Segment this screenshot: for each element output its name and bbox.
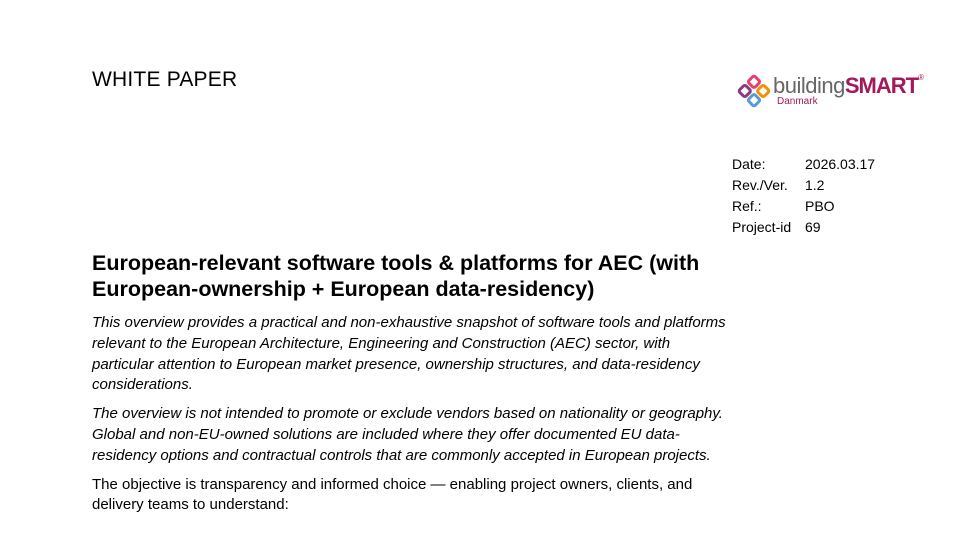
objective-paragraph: The objective is transparency and informed choice — enabling project owners, clients, and delivery teams to understand:: [92, 475, 693, 514]
logo-word-smart: SMART: [844, 73, 919, 98]
scope-paragraph: The overview is not intended to promote or exclude vendors based on nationality or geography. Global and non-EU-owned solutions are included where they offer documented EU data-residency options and contractual controls that are commonly accepted in European projects.: [92, 405, 723, 464]
meta-row-revision: [732, 175, 875, 196]
meta-label: Ref.:: [732, 198, 762, 214]
meta-label: Rev./Ver.: [732, 177, 788, 193]
buildingsmart-mark-icon: [737, 74, 771, 108]
logo-subtitle: Danmark: [777, 96, 818, 107]
buildingsmart-logo: [737, 72, 924, 112]
meta-label: Date:: [732, 156, 766, 172]
meta-value: 69: [805, 219, 821, 235]
document-meta: [732, 154, 875, 238]
meta-value: PBO: [805, 198, 835, 214]
meta-value: 2026.03.17: [805, 156, 876, 172]
meta-row-ref: [732, 196, 875, 217]
logo-registered: ®: [918, 73, 924, 82]
meta-row-date: [732, 154, 875, 175]
intro-paragraph: This overview provides a practical and non-exhaustive snapshot of software tools and platforms relevant to the European Architecture, Engineering and Construction (AEC) sector, with particular attention to European market presence, ownership structures, and data-residency considerations.: [92, 314, 726, 394]
document-body: [92, 313, 732, 524]
logo-word-building: building: [773, 73, 845, 98]
meta-label: Project-id: [732, 219, 792, 235]
meta-value: 1.2: [805, 177, 825, 193]
document-type: WHITE PAPER: [92, 68, 238, 91]
meta-row-project-id: [732, 217, 875, 238]
document-title: European-relevant software tools & platforms for AEC (with European-ownership + European data-residency): [92, 251, 700, 301]
